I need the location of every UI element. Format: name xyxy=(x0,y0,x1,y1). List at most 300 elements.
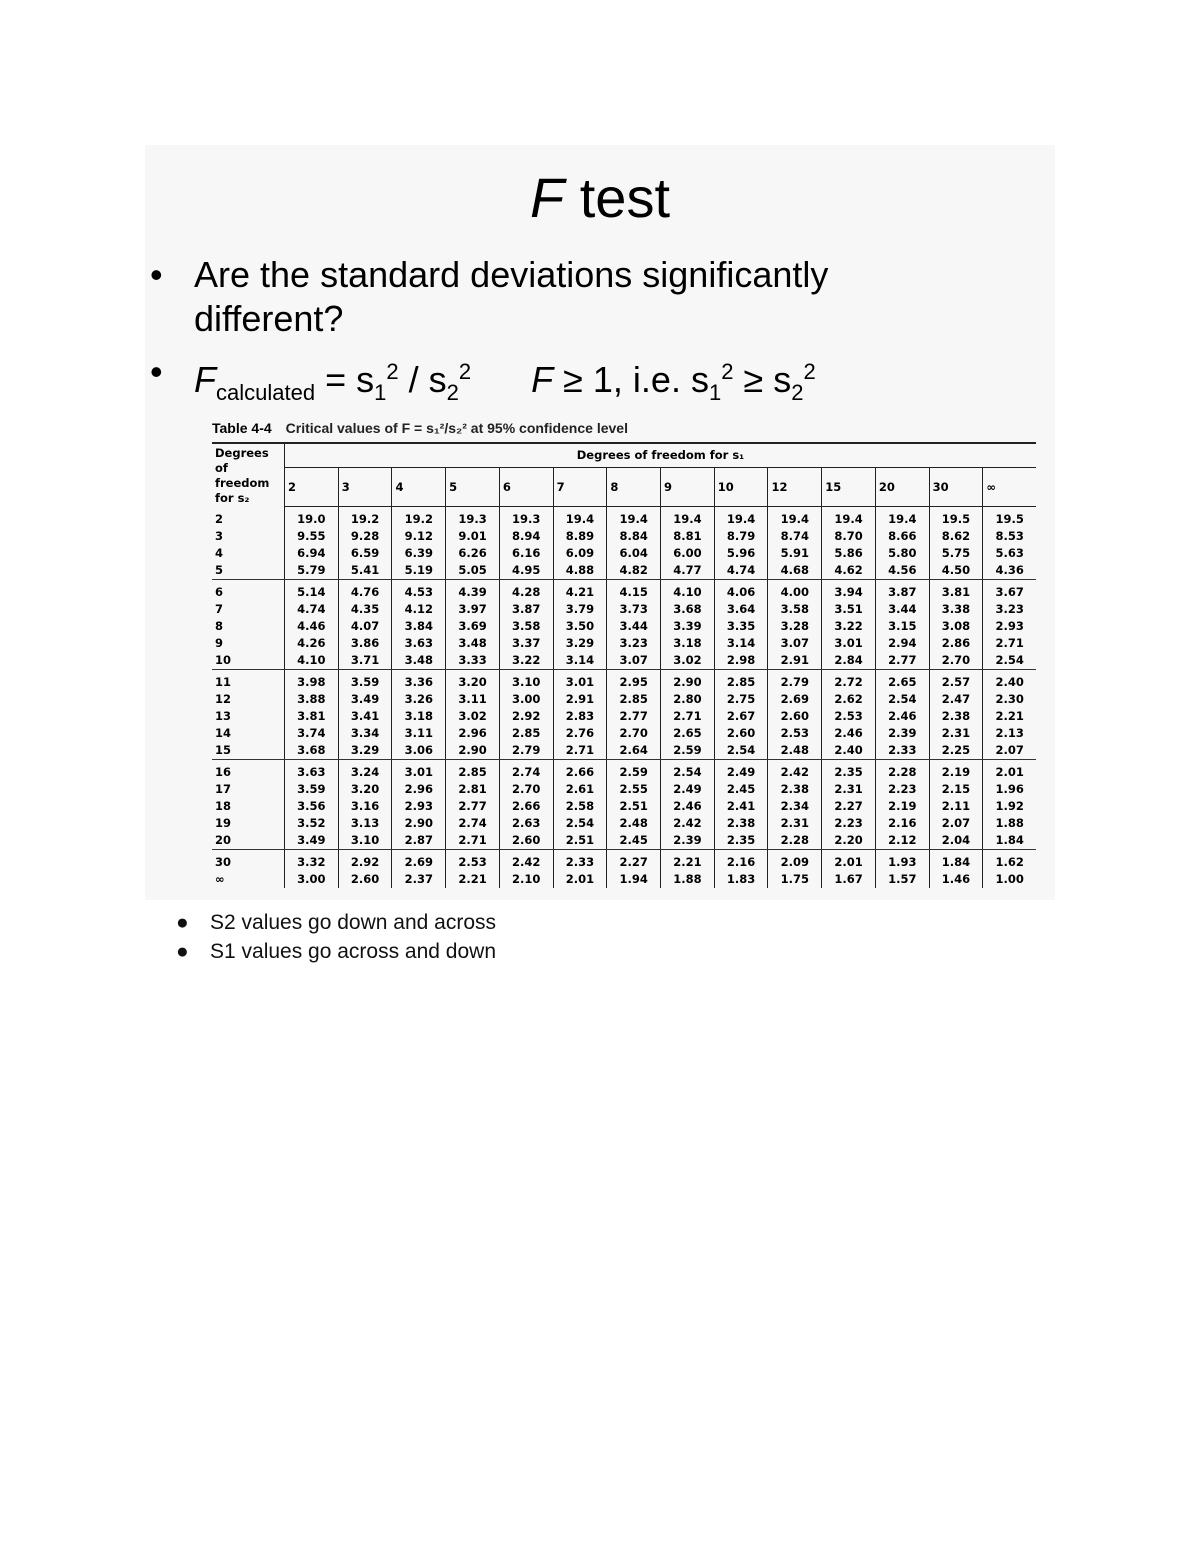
table-cell: 19.2 xyxy=(338,506,392,528)
column-group-header: Degrees of freedom for s₁ xyxy=(285,443,1037,467)
table-cell: 6.00 xyxy=(661,545,715,562)
table-cell: 3.97 xyxy=(446,601,500,618)
row-df-label: 6 xyxy=(215,585,224,599)
table-cell: 5.79 xyxy=(285,562,339,580)
table-cell: 2.45 xyxy=(607,832,661,850)
column-header: 9 xyxy=(661,467,715,506)
table-cell: 2.90 xyxy=(446,742,500,760)
table-cell: 2.69 xyxy=(768,691,822,708)
row-df-label: 11 xyxy=(215,675,232,689)
table-cell: 2.35 xyxy=(714,832,768,850)
table-cell: 2.63 xyxy=(499,815,553,832)
table-cell: 4.53 xyxy=(392,579,446,601)
table-cell: 5.91 xyxy=(768,545,822,562)
table-cell: 3.87 xyxy=(499,601,553,618)
column-header: 6 xyxy=(499,467,553,506)
table-cell: 2.40 xyxy=(822,742,876,760)
table-cell: 2.21 xyxy=(983,708,1036,725)
table-cell: 3.10 xyxy=(338,832,392,850)
table-cell: 2.84 xyxy=(822,652,876,670)
table-cell: 19.4 xyxy=(607,506,661,528)
table-cell: 2.83 xyxy=(553,708,607,725)
table-cell: 2.27 xyxy=(607,849,661,871)
table-cell: 8.74 xyxy=(768,528,822,545)
table-row xyxy=(212,579,1036,601)
table-cell: 3.36 xyxy=(392,669,446,691)
table-cell: 2.95 xyxy=(607,669,661,691)
table-cell: 3.73 xyxy=(607,601,661,618)
table-cell: 2.28 xyxy=(768,832,822,850)
table-cell: 2.34 xyxy=(768,798,822,815)
table-cell: 4.10 xyxy=(285,652,339,670)
table-cell: 2.39 xyxy=(875,725,929,742)
table-row xyxy=(212,742,1036,760)
table-cell: 2.48 xyxy=(607,815,661,832)
table-cell: 1.94 xyxy=(607,871,661,888)
table-cell: 1.88 xyxy=(983,815,1036,832)
table-cell: 4.88 xyxy=(553,562,607,580)
table-cell: 3.11 xyxy=(446,691,500,708)
table-cell: 2.79 xyxy=(499,742,553,760)
table-cell: 2.20 xyxy=(822,832,876,850)
table-cell: 3.14 xyxy=(714,635,768,652)
column-header: 10 xyxy=(714,467,768,506)
table-cell: 2.38 xyxy=(714,815,768,832)
table-cell: 3.01 xyxy=(392,759,446,781)
column-header: 30 xyxy=(929,467,983,506)
row-df-label: 30 xyxy=(215,855,232,869)
row-df-label: 10 xyxy=(212,652,285,670)
table-row xyxy=(212,781,1036,798)
table-cell: 3.52 xyxy=(285,815,339,832)
table-row xyxy=(212,635,1036,652)
table-cell: 2.66 xyxy=(553,759,607,781)
table-row xyxy=(212,708,1036,725)
table-cell: 2.47 xyxy=(929,691,983,708)
table-cell: 6.04 xyxy=(607,545,661,562)
table-cell: 9.55 xyxy=(285,528,339,545)
table-cell: 3.59 xyxy=(338,669,392,691)
row-df-label: 18 xyxy=(215,799,232,813)
table-cell: 2.74 xyxy=(446,815,500,832)
table-cell: 2.48 xyxy=(768,742,822,760)
row-df-label: 3 xyxy=(215,529,224,543)
table-cell: 4.39 xyxy=(446,579,500,601)
table-cell: 2.71 xyxy=(983,635,1036,652)
table-cell: 2.16 xyxy=(714,849,768,871)
table-cell: 2.70 xyxy=(929,652,983,670)
table-cell: 2.28 xyxy=(875,759,929,781)
table-cell: 2.92 xyxy=(338,849,392,871)
row-df-label: 13 xyxy=(215,709,232,723)
table-cell: 3.24 xyxy=(338,759,392,781)
table-cell: 5.75 xyxy=(929,545,983,562)
table-cell: 3.86 xyxy=(338,635,392,652)
table-cell: 2.07 xyxy=(983,742,1036,760)
table-cell: 2.41 xyxy=(714,798,768,815)
table-cell: 19.0 xyxy=(285,506,339,528)
table-cell: 9.12 xyxy=(392,528,446,545)
table-cell: 3.22 xyxy=(499,652,553,670)
table-cell: 4.56 xyxy=(875,562,929,580)
table-cell: 2.12 xyxy=(875,832,929,850)
table-cell: 4.06 xyxy=(714,579,768,601)
row-df-label: 14 xyxy=(215,726,232,740)
table-cell: 1.57 xyxy=(875,871,929,888)
table-cell: 2.60 xyxy=(499,832,553,850)
table-cell: 3.87 xyxy=(875,579,929,601)
table-cell: 4.74 xyxy=(714,562,768,580)
note-bullet: ● xyxy=(176,940,189,963)
table-cell: 4.50 xyxy=(929,562,983,580)
table-cell: 6.26 xyxy=(446,545,500,562)
row-df-label: ∞ xyxy=(215,872,225,886)
table-cell: 8.94 xyxy=(499,528,553,545)
table-cell: 2.74 xyxy=(499,759,553,781)
table-cell: 3.22 xyxy=(822,618,876,635)
table-cell: 3.20 xyxy=(338,781,392,798)
table-cell: 3.58 xyxy=(768,601,822,618)
table-cell: 1.67 xyxy=(822,871,876,888)
table-cell: 3.26 xyxy=(392,691,446,708)
table-cell: 4.82 xyxy=(607,562,661,580)
table-cell: 2.69 xyxy=(392,849,446,871)
page-title: F test xyxy=(529,166,671,229)
table-cell: 2.76 xyxy=(553,725,607,742)
table-cell: 2.71 xyxy=(553,742,607,760)
table-caption xyxy=(212,420,628,436)
row-df-label: 20 xyxy=(212,832,285,850)
table-cell: 3.29 xyxy=(553,635,607,652)
table-cell: 8.62 xyxy=(929,528,983,545)
table-cell: 2.25 xyxy=(929,742,983,760)
table-cell: 3.33 xyxy=(446,652,500,670)
f-critical-values-table xyxy=(212,442,1036,888)
table-cell: 2.85 xyxy=(714,669,768,691)
table-cell: 2.01 xyxy=(822,849,876,871)
table-cell: 2.38 xyxy=(768,781,822,798)
table-cell: 3.34 xyxy=(338,725,392,742)
table-cell: 3.18 xyxy=(392,708,446,725)
table-cell: 2.19 xyxy=(875,798,929,815)
table-cell: 2.77 xyxy=(446,798,500,815)
f-formula: $F_{calculated} = s_1^2 / s_2^2$ F ≥ 1, i.e. $s_1^2 \ge s_2^2$ xyxy=(194,359,816,406)
table-cell: 2.86 xyxy=(929,635,983,652)
table-cell: 1.46 xyxy=(929,871,983,888)
table-cell: 3.88 xyxy=(285,691,339,708)
table-cell: 2.37 xyxy=(392,871,446,888)
table-row xyxy=(212,506,1036,528)
table-cell: 2.33 xyxy=(553,849,607,871)
table-row xyxy=(212,832,1036,850)
table-cell: 3.71 xyxy=(338,652,392,670)
table-cell: 3.16 xyxy=(338,798,392,815)
table-cell: 4.36 xyxy=(983,562,1036,580)
table-cell: 1.62 xyxy=(983,849,1036,871)
table-cell: 2.85 xyxy=(446,759,500,781)
table-cell: 2.31 xyxy=(822,781,876,798)
table-cell: 3.13 xyxy=(338,815,392,832)
table-cell: 1.75 xyxy=(768,871,822,888)
table-cell: 2.64 xyxy=(607,742,661,760)
table-cell: 3.84 xyxy=(392,618,446,635)
table-cell: 3.39 xyxy=(661,618,715,635)
table-cell: 3.67 xyxy=(983,579,1036,601)
table-cell: 2.46 xyxy=(875,708,929,725)
table-row xyxy=(212,669,1036,691)
table-cell: 3.81 xyxy=(929,579,983,601)
column-header: 5 xyxy=(446,467,500,506)
column-header: 2 xyxy=(285,467,339,506)
table-cell: 8.53 xyxy=(983,528,1036,545)
table-cell: 9.28 xyxy=(338,528,392,545)
table-cell: 3.00 xyxy=(499,691,553,708)
table-row xyxy=(212,798,1036,815)
table-cell: 2.04 xyxy=(929,832,983,850)
table-cell: 2.90 xyxy=(661,669,715,691)
table-cell: 6.59 xyxy=(338,545,392,562)
table-cell: 1.88 xyxy=(661,871,715,888)
table-row xyxy=(212,545,1036,562)
table-cell: 2.40 xyxy=(983,669,1036,691)
table-cell: 6.94 xyxy=(285,545,339,562)
bullet-dot: • xyxy=(150,254,163,295)
table-cell: 3.01 xyxy=(553,669,607,691)
table-cell: 2.54 xyxy=(661,759,715,781)
row-df-label: 5 xyxy=(212,562,285,580)
table-cell: 3.56 xyxy=(285,798,339,815)
table-cell: 3.59 xyxy=(285,781,339,798)
table-cell: 2.62 xyxy=(822,691,876,708)
table-cell: 2.38 xyxy=(929,708,983,725)
table-cell: 5.80 xyxy=(875,545,929,562)
table-cell: 3.06 xyxy=(392,742,446,760)
table-row xyxy=(212,871,1036,888)
table-cell: 3.48 xyxy=(392,652,446,670)
table-cell: 2.59 xyxy=(661,742,715,760)
table-cell: 19.4 xyxy=(714,506,768,528)
row-df-label: 16 xyxy=(215,765,232,779)
table-cell: 19.2 xyxy=(392,506,446,528)
table-cell: 19.4 xyxy=(553,506,607,528)
table-cell: 3.68 xyxy=(285,742,339,760)
table-cell: 4.46 xyxy=(285,618,339,635)
table-cell: 3.51 xyxy=(822,601,876,618)
table-cell: 19.3 xyxy=(499,506,553,528)
table-cell: 3.63 xyxy=(285,759,339,781)
table-cell: 2.60 xyxy=(768,708,822,725)
table-cell: 1.84 xyxy=(983,832,1036,850)
table-cell: 5.05 xyxy=(446,562,500,580)
table-cell: 2.94 xyxy=(875,635,929,652)
table-cell: 3.44 xyxy=(875,601,929,618)
table-cell: 2.54 xyxy=(714,742,768,760)
table-cell: 19.4 xyxy=(768,506,822,528)
table-cell: 2.09 xyxy=(768,849,822,871)
row-df-label: 15 xyxy=(212,742,285,760)
table-cell: 3.69 xyxy=(446,618,500,635)
table-row xyxy=(212,759,1036,781)
table-cell: 3.38 xyxy=(929,601,983,618)
table-row xyxy=(212,652,1036,670)
column-header: 4 xyxy=(392,467,446,506)
column-header: ∞ xyxy=(983,467,1036,506)
table-cell: 2.57 xyxy=(929,669,983,691)
table-cell: 1.83 xyxy=(714,871,768,888)
table-cell: 2.45 xyxy=(714,781,768,798)
table-cell: 4.68 xyxy=(768,562,822,580)
table-cell: 8.66 xyxy=(875,528,929,545)
table-cell: 2.27 xyxy=(822,798,876,815)
table-cell: 2.75 xyxy=(714,691,768,708)
table-cell: 3.01 xyxy=(822,635,876,652)
table-cell: 4.26 xyxy=(285,635,339,652)
table-cell: 4.00 xyxy=(768,579,822,601)
table-cell: 2.19 xyxy=(929,759,983,781)
table-cell: 19.4 xyxy=(875,506,929,528)
table-cell: 4.15 xyxy=(607,579,661,601)
table-cell: 2.31 xyxy=(768,815,822,832)
table-cell: 1.84 xyxy=(929,849,983,871)
column-header: 8 xyxy=(607,467,661,506)
table-row xyxy=(212,562,1036,580)
table-cell: 2.53 xyxy=(446,849,500,871)
table-cell: 8.81 xyxy=(661,528,715,545)
table-cell: 2.51 xyxy=(553,832,607,850)
table-cell: 3.79 xyxy=(553,601,607,618)
table-cell: 2.30 xyxy=(983,691,1036,708)
table-cell: 2.46 xyxy=(661,798,715,815)
table-cell: 2.16 xyxy=(875,815,929,832)
table-cell: 3.14 xyxy=(553,652,607,670)
table-cell: 5.19 xyxy=(392,562,446,580)
table-cell: 3.48 xyxy=(446,635,500,652)
table-cell: 3.68 xyxy=(661,601,715,618)
table-cell: 2.23 xyxy=(822,815,876,832)
table-cell: 3.18 xyxy=(661,635,715,652)
column-header: 7 xyxy=(553,467,607,506)
table-cell: 3.02 xyxy=(661,652,715,670)
table-cell: 2.72 xyxy=(822,669,876,691)
table-cell: 19.4 xyxy=(661,506,715,528)
table-cell: 4.12 xyxy=(392,601,446,618)
table-cell: 2.77 xyxy=(607,708,661,725)
table-cell: 2.60 xyxy=(338,871,392,888)
table-cell: 4.10 xyxy=(661,579,715,601)
table-cell: 2.42 xyxy=(661,815,715,832)
table-cell: 6.39 xyxy=(392,545,446,562)
table-cell: 2.54 xyxy=(553,815,607,832)
table-cell: 2.07 xyxy=(929,815,983,832)
table-cell: 2.77 xyxy=(875,652,929,670)
table-cell: 3.44 xyxy=(607,618,661,635)
table-cell: 3.49 xyxy=(338,691,392,708)
notes-list xyxy=(176,908,496,966)
table-cell: 3.41 xyxy=(338,708,392,725)
table-cell: 2.51 xyxy=(607,798,661,815)
table-cell: 2.70 xyxy=(499,781,553,798)
table-cell: 2.61 xyxy=(553,781,607,798)
table-cell: 2.81 xyxy=(446,781,500,798)
table-cell: 2.01 xyxy=(983,759,1036,781)
table-cell: 2.71 xyxy=(446,832,500,850)
table-cell: 2.53 xyxy=(768,725,822,742)
table-cell: 2.13 xyxy=(983,725,1036,742)
table-cell: 9.01 xyxy=(446,528,500,545)
table-cell: 2.80 xyxy=(661,691,715,708)
row-df-label: 19 xyxy=(215,816,232,830)
table-cell: 2.71 xyxy=(661,708,715,725)
table-cell: 2.33 xyxy=(875,742,929,760)
table-cell: 2.92 xyxy=(499,708,553,725)
table-cell: 3.63 xyxy=(392,635,446,652)
table-cell: 3.35 xyxy=(714,618,768,635)
table-cell: 4.21 xyxy=(553,579,607,601)
table-cell: 2.85 xyxy=(499,725,553,742)
table-cell: 3.20 xyxy=(446,669,500,691)
table-cell: 3.28 xyxy=(768,618,822,635)
table-cell: 2.11 xyxy=(929,798,983,815)
table-cell: 8.89 xyxy=(553,528,607,545)
table-cell: 3.98 xyxy=(285,669,339,691)
table-cell: 2.85 xyxy=(607,691,661,708)
table-cell: 2.65 xyxy=(875,669,929,691)
table-cell: 4.74 xyxy=(285,601,339,618)
table-cell: 2.93 xyxy=(392,798,446,815)
table-cell: 2.66 xyxy=(499,798,553,815)
table-cell: 5.41 xyxy=(338,562,392,580)
column-header: 20 xyxy=(875,467,929,506)
table-cell: 3.50 xyxy=(553,618,607,635)
table-cell: 3.00 xyxy=(285,871,339,888)
table-cell: 1.00 xyxy=(983,871,1036,888)
table-row xyxy=(212,815,1036,832)
table-cell: 2.39 xyxy=(661,832,715,850)
table-cell: 2.54 xyxy=(875,691,929,708)
table-cell: 4.35 xyxy=(338,601,392,618)
table-cell: 5.96 xyxy=(714,545,768,562)
table-row xyxy=(212,691,1036,708)
table-cell: 4.95 xyxy=(499,562,553,580)
table-cell: 8.79 xyxy=(714,528,768,545)
table-cell: 2.70 xyxy=(607,725,661,742)
table-cell: 2.96 xyxy=(446,725,500,742)
table-cell: 1.96 xyxy=(983,781,1036,798)
table-cell: 3.23 xyxy=(983,601,1036,618)
table-cell: 19.5 xyxy=(929,506,983,528)
row-df-label: 4 xyxy=(215,546,224,560)
table-cell: 4.77 xyxy=(661,562,715,580)
table-cell: 3.58 xyxy=(499,618,553,635)
table-cell: 3.15 xyxy=(875,618,929,635)
table-row xyxy=(212,618,1036,635)
table-cell: 2.23 xyxy=(875,781,929,798)
table-cell: 2.31 xyxy=(929,725,983,742)
table-cell: 2.93 xyxy=(983,618,1036,635)
table-cell: 19.5 xyxy=(983,506,1036,528)
table-cell: 3.94 xyxy=(822,579,876,601)
table-description: Critical values of F = s₁²/s₂² at 95% confidence level xyxy=(285,420,628,436)
table-row xyxy=(212,849,1036,871)
row-df-label: 9 xyxy=(215,636,224,650)
table-cell: 2.59 xyxy=(607,759,661,781)
table-cell: 3.02 xyxy=(446,708,500,725)
row-header: Degrees of freedom for s₂ xyxy=(212,443,285,506)
table-cell: 2.10 xyxy=(499,871,553,888)
table-cell: 8.84 xyxy=(607,528,661,545)
table-cell: 2.60 xyxy=(714,725,768,742)
table-cell: 3.11 xyxy=(392,725,446,742)
